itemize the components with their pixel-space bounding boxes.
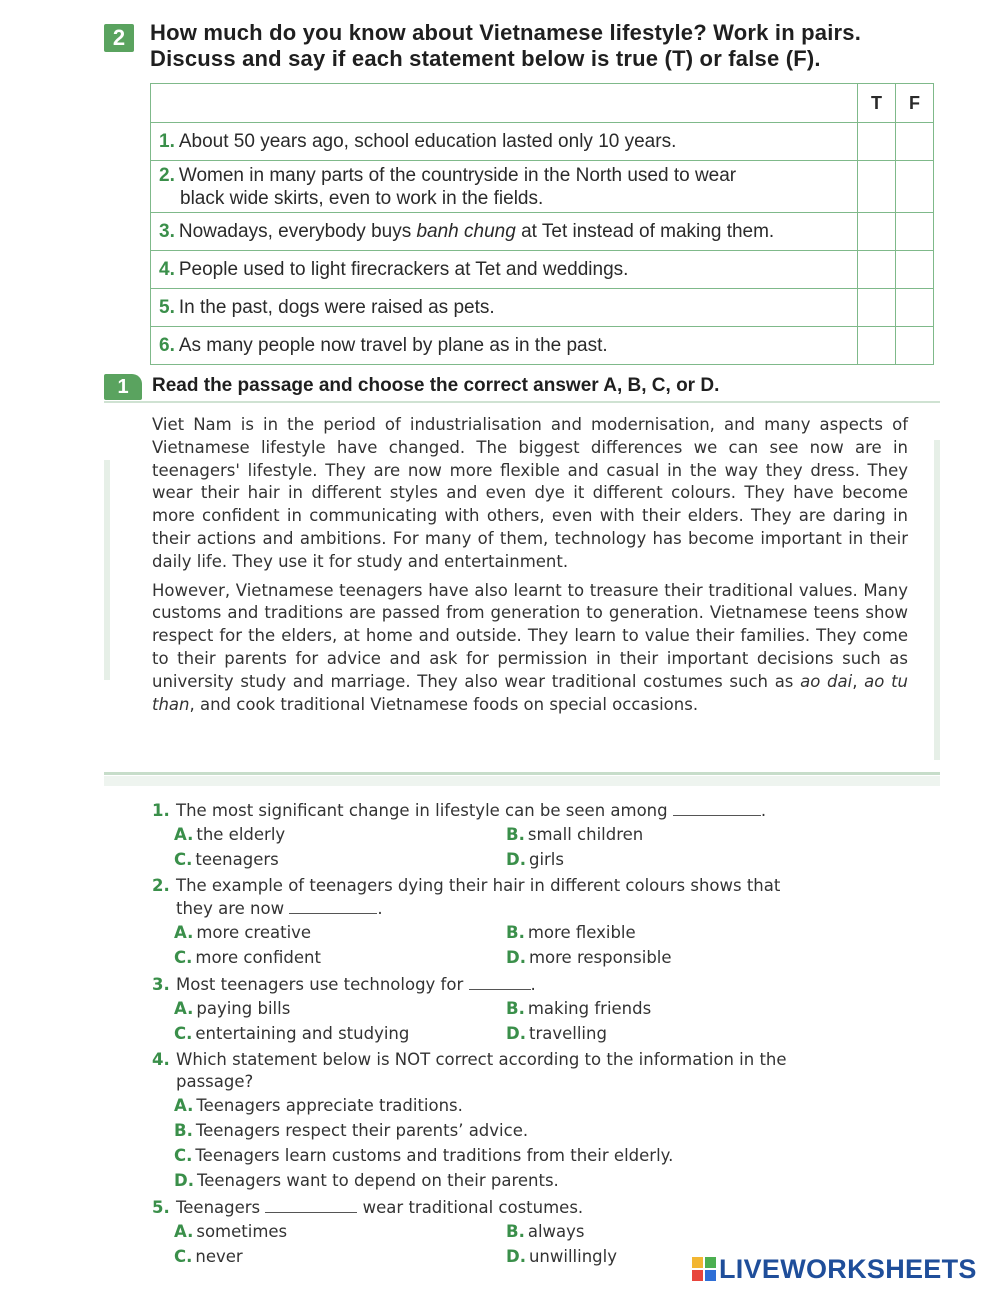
question-stem: they are now [176,899,285,918]
table-row [151,327,934,365]
table-row [151,251,934,289]
italic-term: ao dai [800,671,853,691]
option-text: never [195,1247,243,1266]
question-stem: wear traditional costumes. [362,1198,584,1217]
statement-cell [151,289,858,327]
option-letter: A. [174,1096,194,1115]
option-text: Teenagers respect their parents’ advice. [195,1121,529,1140]
question-number: 4. [152,1050,170,1069]
option-letter: B. [506,1222,525,1241]
option-a[interactable] [174,923,311,942]
paragraph-text: However, Vietnamese teenagers have also learnt to treasure their traditional values. Many customs and traditions are passed from generation to generation. Vietnamese teens show respect for the elders, at home and outside. They learn to value their families. They come to their parents for advice and ask for permission in their important decisions such as university study and marriage. They also wear traditional costumes such as [152,580,908,691]
option-text: more flexible [527,923,636,942]
logo-grid-icon [692,1257,716,1281]
question-2 [152,875,912,920]
option-text: more creative [196,923,312,942]
exercise-number: 2 [112,25,126,50]
statement-number: 5. [159,297,175,318]
decorative-band [104,776,940,786]
option-letter: A. [174,825,194,844]
question-number: 3. [152,975,170,994]
statement-cell [151,213,858,251]
option-letter: C. [174,850,193,869]
statement-number: 4. [159,259,175,280]
answer-cell-f[interactable] [896,289,934,327]
answer-blank[interactable] [265,1196,357,1213]
option-letter: D. [506,1247,526,1266]
statement-italic-term: banh chung [416,221,516,242]
true-false-table [150,83,934,365]
option-a[interactable] [174,1222,287,1241]
answer-cell-f[interactable] [896,161,934,213]
question-stem: Teenagers [176,1198,261,1217]
option-c[interactable] [174,850,279,869]
question-3 [152,973,912,996]
option-b[interactable] [506,1222,585,1241]
option-letter: D. [506,948,526,967]
option-b[interactable] [506,999,651,1018]
statement-text: black wide skirts, even to work in the fields. [180,187,544,209]
statement-text: As many people now travel by plane as in the past. [178,335,608,356]
question-end: . [760,801,767,820]
question-1 [152,799,912,822]
answer-cell-f[interactable] [896,123,934,161]
answer-blank[interactable] [289,897,377,914]
logo-square [705,1257,716,1268]
decorative-side-band [104,460,110,680]
statement-text: In the past, dogs were raised as pets. [178,297,495,318]
answer-cell-f[interactable] [896,327,934,365]
passage-paragraph-2 [152,580,908,717]
option-text: small children [527,825,644,844]
question-stem: The example of teenagers dying their hair in different colours shows that [176,876,781,895]
option-letter: C. [174,1247,193,1266]
option-letter: A. [174,923,194,942]
statement-text: Nowadays, everybody buys [178,221,417,242]
option-text: more responsible [528,948,672,967]
header-f: F [896,84,934,123]
answer-cell-t[interactable] [858,289,896,327]
option-letter: D. [174,1171,194,1190]
table-row [151,289,934,327]
option-d[interactable] [506,948,672,967]
statement-number: 6. [159,335,175,356]
option-letter: C. [174,1146,193,1165]
answer-cell-f[interactable] [896,213,934,251]
option-b[interactable] [506,825,643,844]
option-letter: C. [174,1024,193,1043]
option-b[interactable] [174,1121,528,1140]
passage-paragraph-1: Viet Nam is in the period of industrialisation and modernisation, and many aspects of Vietnamese lifestyle have changed. The biggest differences we can see now are in teenagers' lifestyle. They are now more flexible and casual in the way they dress. They wear their hair in different styles and even dye it different colours. They have become more confident in communicating with others, even with their elders. They are daring in their actions and ambitions. For many of them, technology has become important in their daily life. They use it for study and entertainment. [152,415,908,571]
logo-text: LIVEWORKSHEETS [719,1253,977,1284]
logo-square [692,1257,703,1268]
logo-square [705,1270,716,1281]
instructions-line-2: Discuss and say if each statement below is true (T) or false (F). [150,46,821,71]
question-4 [152,1049,912,1093]
option-text: more confident [195,948,321,967]
header-statement-cell [151,84,858,123]
option-c[interactable] [174,948,321,967]
option-d[interactable] [174,1171,559,1190]
question-stem: passage? [176,1072,254,1091]
statement-cell [151,123,858,161]
option-c[interactable] [174,1024,409,1043]
question-number: 5. [152,1198,170,1217]
option-text: travelling [528,1024,607,1043]
question-number: 1. [152,801,170,820]
option-letter: D. [506,850,526,869]
statement-text: People used to light firecrackers at Tet and weddings. [178,259,629,280]
option-text: sometimes [196,1222,288,1241]
logo-square [692,1270,703,1281]
statement-cell [151,327,858,365]
option-d[interactable] [506,1024,607,1043]
option-letter: A. [174,999,194,1018]
question-end: . [377,899,383,918]
statement-text: at Tet instead of making them. [515,221,775,242]
statement-number: 3. [159,221,175,242]
header-t: T [858,84,896,123]
question-stem: Most teenagers use technology for [176,975,464,994]
option-text: making friends [527,999,652,1018]
question-number: 2. [152,876,170,895]
option-a[interactable] [174,999,290,1018]
answer-cell-t[interactable] [858,213,896,251]
answer-blank[interactable] [469,973,531,990]
answer-blank[interactable] [673,799,761,816]
option-a[interactable] [174,825,285,844]
option-c[interactable] [174,1247,243,1266]
statement-number: 1. [159,131,175,152]
statement-text: Women in many parts of the countryside in the North used to wear [178,164,737,186]
option-text: Teenagers learn customs and traditions from their elderly. [195,1146,674,1165]
question-end: . [530,975,536,994]
option-d[interactable] [506,850,564,869]
question-stem: Which statement below is NOT correct according to the information in the [176,1050,787,1069]
option-text: girls [528,850,564,869]
answer-cell-t[interactable] [858,251,896,289]
paragraph-text: , and cook traditional Vietnamese foods on special occasions. [189,694,699,714]
paragraph-text: , [852,671,865,691]
reading-passage [152,414,908,722]
italic-term: ao tu than [152,671,908,714]
statement-text: About 50 years ago, school education lasted only 10 years. [178,131,677,152]
option-text: entertaining and studying [195,1024,410,1043]
instructions-line-1: How much do you know about Vietnamese lifestyle? Work in pairs. [150,20,862,45]
statement-number: 2. [159,164,175,186]
decorative-side-band [934,440,940,760]
option-b[interactable] [506,923,636,942]
exercise-number: 1 [117,375,129,398]
question-stem: The most significant change in lifestyle can be seen among [176,801,668,820]
divider [104,401,940,403]
exercise-number-badge [104,374,142,400]
option-c[interactable] [174,1146,673,1165]
option-letter: D. [506,1024,526,1043]
option-text: unwillingly [528,1247,617,1266]
option-letter: B. [506,999,525,1018]
statement-cell [151,251,858,289]
exercise-2-instructions [150,20,950,72]
exercise-number-badge [104,24,134,52]
option-letter: A. [174,1222,194,1241]
statement-cell [151,161,858,213]
table-row [151,161,934,213]
option-letter: B. [506,825,525,844]
answer-cell-t[interactable] [858,123,896,161]
option-text: the elderly [196,825,286,844]
table-row [151,123,934,161]
answer-cell-f[interactable] [896,251,934,289]
option-d[interactable] [506,1247,617,1266]
exercise-1-instructions: Read the passage and choose the correct answer A, B, C, or D. [152,375,720,396]
option-letter: B. [174,1121,193,1140]
answer-cell-t[interactable] [858,161,896,213]
table-row [151,213,934,251]
liveworksheets-logo[interactable] [692,1252,992,1286]
table-header-row [151,84,934,123]
option-letter: C. [174,948,193,967]
option-text: paying bills [196,999,291,1018]
option-letter: B. [506,923,525,942]
option-a[interactable] [174,1096,463,1115]
option-text: teenagers [195,850,279,869]
option-text: always [527,1222,585,1241]
question-5 [152,1196,912,1219]
option-text: Teenagers want to depend on their parents. [196,1171,559,1190]
divider [104,772,940,775]
option-text: Teenagers appreciate traditions. [196,1096,463,1115]
answer-cell-t[interactable] [858,327,896,365]
